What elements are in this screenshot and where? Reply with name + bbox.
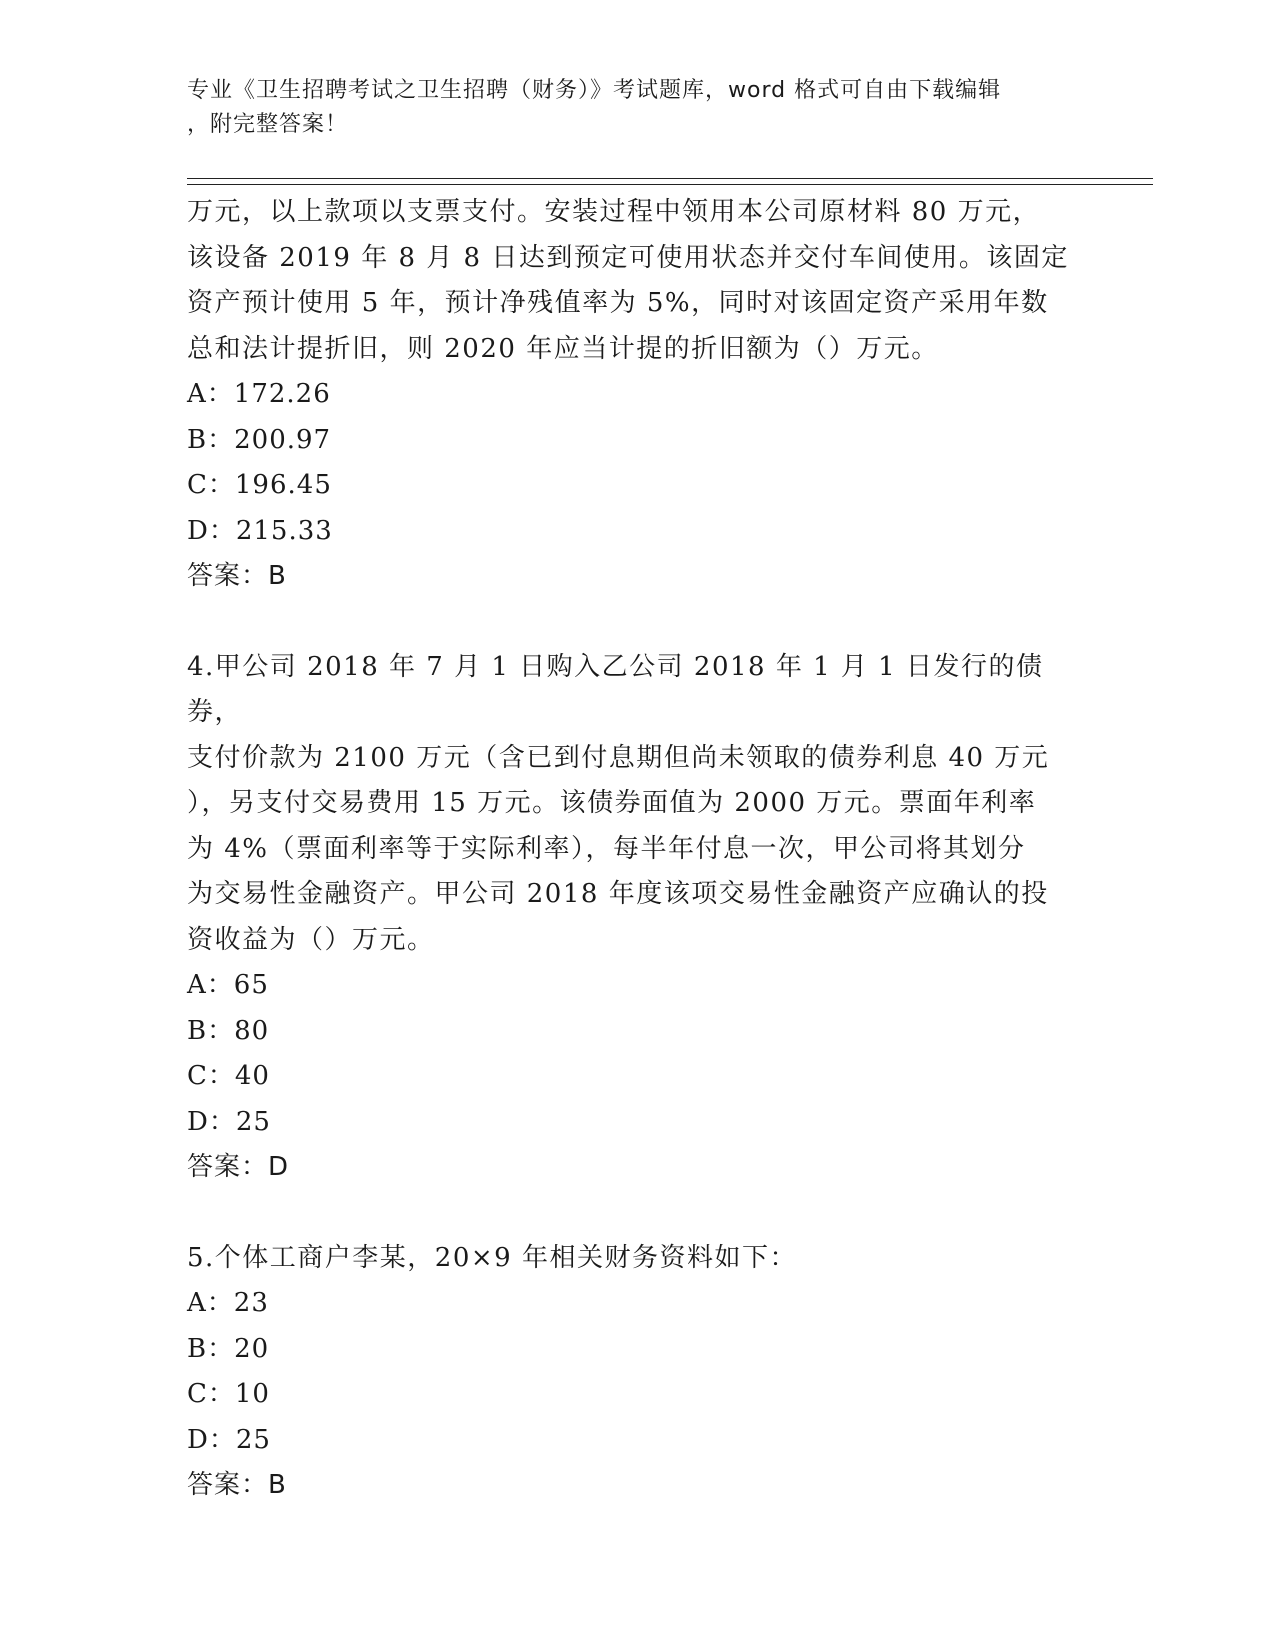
- option-a: A：23: [187, 1288, 269, 1318]
- option-b: B：80: [187, 1015, 270, 1046]
- header-rule-bottom: [187, 184, 1153, 185]
- option-c: C：196.45: [187, 470, 332, 500]
- answer: 答案：B: [187, 561, 287, 591]
- question-text-line: 为 4%（票面利率等于实际利率），每半年付息一次，甲公司将其划分: [187, 833, 1026, 864]
- question-text-line: 资产预计使用 5 年，预计净残值率为 5%，同时对该固定资产采用年数: [187, 288, 1049, 318]
- question-text-line: 资收益为（）万元。: [187, 924, 435, 955]
- question-text-line: 该设备 2019 年 8 月 8 日达到预定可使用状态并交付车间使用。该固定: [187, 242, 1069, 273]
- option-c: C：10: [187, 1379, 270, 1409]
- option-d: D：25: [187, 1106, 271, 1137]
- spacer: [187, 600, 1087, 645]
- question-text-line: 万元，以上款项以支票支付。安装过程中领用本公司原材料 80 万元，: [187, 197, 1041, 227]
- question-text-line: ），另支付交易费用 15 万元。该债券面值为 2000 万元。票面年利率: [187, 788, 1037, 818]
- option-b: B：20: [187, 1333, 270, 1364]
- question-text-line: 5.个体工商户李某，20×9 年相关财务资料如下：: [187, 1242, 797, 1273]
- option-d: D：25: [187, 1424, 271, 1455]
- answer: 答案：D: [187, 1152, 290, 1182]
- option-a: A：172.26: [187, 379, 331, 409]
- option-a: A：65: [187, 970, 269, 1000]
- question-text-line: 总和法计提折旧，则 2020 年应当计提的折旧额为（）万元。: [187, 333, 939, 364]
- question-4: [187, 645, 1087, 1191]
- answer: 答案：B: [187, 1470, 287, 1500]
- header-line-2: ，附完整答案！: [187, 112, 349, 137]
- document-body: [187, 190, 1087, 1509]
- question-5: [187, 1236, 1087, 1509]
- option-c: C：40: [187, 1061, 270, 1091]
- option-b: B：200.97: [187, 424, 332, 455]
- spacer: [187, 1191, 1087, 1236]
- question-text-line: 支付价款为 2100 万元（含已到付息期但尚未领取的债券利息 40 万元: [187, 742, 1050, 773]
- question-3: [187, 190, 1087, 600]
- option-d: D：215.33: [187, 515, 333, 546]
- question-text-line: 4.甲公司 2018 年 7 月 1 日购入乙公司 2018 年 1 月 1 日发行的债券，: [187, 651, 1044, 727]
- question-text-line: 为交易性金融资产。甲公司 2018 年度该项交易性金融资产应确认的投: [187, 879, 1049, 909]
- document-header: [187, 74, 1067, 142]
- header-line-1: 专业《卫生招聘考试之卫生招聘（财务）》考试题库，word 格式可自由下载编辑: [187, 78, 1002, 103]
- header-rule-top: [187, 178, 1153, 179]
